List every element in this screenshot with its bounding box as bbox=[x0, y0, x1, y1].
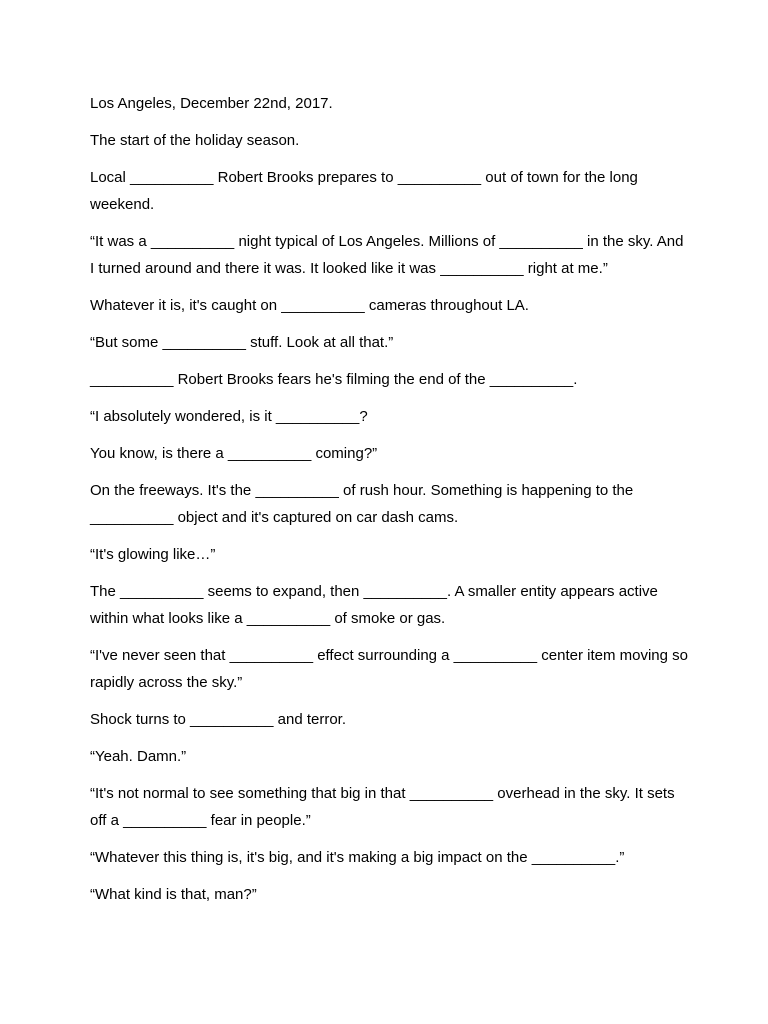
quote-paragraph: “Whatever this thing is, it's big, and it's making a big impact on the __________.” bbox=[90, 849, 625, 866]
paragraph: Shock turns to __________ and terror. bbox=[90, 711, 347, 728]
paragraph: The __________ seems to expand, then __________. A smaller entity appears active within what looks like a __________ of smoke or gas. bbox=[90, 583, 658, 627]
paragraph: Whatever it is, it's caught on __________ cameras throughout LA. bbox=[90, 297, 529, 314]
quote-paragraph: You know, is there a __________ coming?” bbox=[90, 445, 378, 462]
paragraph: On the freeways. It's the __________ of rush hour. Something is happening to the __________ object and it's captured on car dash cams. bbox=[90, 482, 634, 526]
quote-paragraph: “But some __________ stuff. Look at all that.” bbox=[90, 334, 394, 351]
quote-paragraph: “I've never seen that __________ effect surrounding a __________ center item moving so rapidly across the sky.” bbox=[90, 647, 688, 691]
quote-paragraph: “It's glowing like…” bbox=[90, 546, 216, 563]
quote-paragraph: “What kind is that, man?” bbox=[90, 886, 257, 903]
paragraph: Local __________ Robert Brooks prepares to __________ out of town for the long weekend. bbox=[90, 169, 638, 213]
quote-paragraph: “It was a __________ night typical of Los Angeles. Millions of __________ in the sky. And I turned around and there it was. It looked like it was __________ right at me.” bbox=[90, 233, 684, 277]
dateline: Los Angeles, December 22nd, 2017. bbox=[90, 95, 333, 112]
quote-paragraph: “I absolutely wondered, is it __________? bbox=[90, 408, 368, 425]
document-page bbox=[90, 90, 690, 918]
quote-paragraph: “It's not normal to see something that big in that __________ overhead in the sky. It sets off a __________ fear in people.” bbox=[90, 785, 675, 829]
paragraph: __________ Robert Brooks fears he's filming the end of the __________. bbox=[90, 371, 578, 388]
quote-paragraph: “Yeah. Damn.” bbox=[90, 748, 187, 765]
paragraph: The start of the holiday season. bbox=[90, 132, 300, 149]
